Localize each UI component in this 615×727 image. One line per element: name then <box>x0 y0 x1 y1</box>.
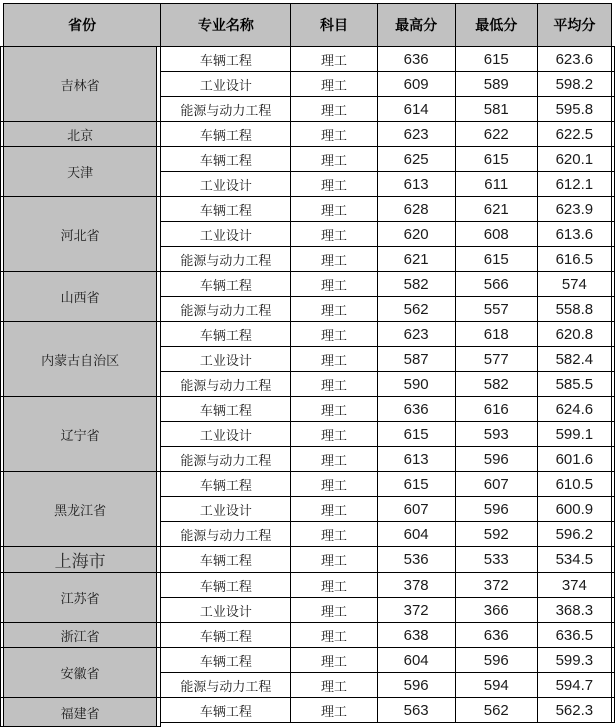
avg-score-cell: 601.6 <box>537 447 611 472</box>
major-cell: 车辆工程 <box>161 573 291 598</box>
max-score-cell: 636 <box>377 47 455 72</box>
province-cell: 天津 <box>4 147 157 197</box>
min-score-cell: 615 <box>455 47 537 72</box>
min-score-cell: 616 <box>455 397 537 422</box>
min-score-cell: 582 <box>455 372 537 397</box>
max-score-cell: 604 <box>377 648 455 673</box>
major-cell: 能源与动力工程 <box>161 372 291 397</box>
header-subject: 科目 <box>291 4 377 47</box>
subject-cell: 理工 <box>291 573 377 598</box>
max-score-cell: 613 <box>377 172 455 197</box>
subject-cell: 理工 <box>291 72 377 97</box>
table-row <box>1 47 615 72</box>
major-cell: 工业设计 <box>161 497 291 522</box>
min-score-cell: 596 <box>455 648 537 673</box>
max-score-cell: 620 <box>377 222 455 247</box>
gutter-right <box>611 598 614 623</box>
min-score-cell: 366 <box>455 598 537 623</box>
avg-score-cell: 636.5 <box>537 623 611 648</box>
major-cell: 车辆工程 <box>161 623 291 648</box>
table-row <box>1 623 615 648</box>
max-score-cell: 378 <box>377 573 455 598</box>
major-cell: 车辆工程 <box>161 698 291 723</box>
max-score-cell: 607 <box>377 497 455 522</box>
avg-score-cell: 613.6 <box>537 222 611 247</box>
major-cell: 车辆工程 <box>161 397 291 422</box>
gutter-right <box>611 497 614 522</box>
header-major: 专业名称 <box>161 4 291 47</box>
province-cell: 安徽省 <box>4 648 157 698</box>
gutter-right <box>611 322 614 347</box>
subject-cell: 理工 <box>291 447 377 472</box>
gutter-right <box>611 197 614 222</box>
avg-score-cell: 596.2 <box>537 522 611 547</box>
subject-cell: 理工 <box>291 598 377 623</box>
province-cell: 北京 <box>4 122 157 147</box>
gutter-right <box>611 723 614 727</box>
avg-score-cell: 574 <box>537 272 611 297</box>
subject-cell: 理工 <box>291 698 377 723</box>
table-row <box>1 648 615 673</box>
max-score-cell: 613 <box>377 447 455 472</box>
gutter-right <box>611 698 614 723</box>
min-score-cell: 611 <box>455 172 537 197</box>
min-score-cell: 592 <box>455 522 537 547</box>
gutter-right <box>611 222 614 247</box>
gutter-right <box>611 447 614 472</box>
min-score-cell: 577 <box>455 347 537 372</box>
subject-cell <box>291 723 377 727</box>
major-cell: 车辆工程 <box>161 147 291 172</box>
gutter-right <box>611 47 614 72</box>
table-row <box>1 147 615 172</box>
major-cell: 车辆工程 <box>161 648 291 673</box>
max-score-cell <box>377 723 455 727</box>
subject-cell: 理工 <box>291 673 377 698</box>
table-row <box>1 122 615 147</box>
min-score-cell: 566 <box>455 272 537 297</box>
max-score-cell: 587 <box>377 347 455 372</box>
min-score-cell: 607 <box>455 472 537 497</box>
subject-cell: 理工 <box>291 297 377 322</box>
table-row <box>1 272 615 297</box>
avg-score-cell: 558.8 <box>537 297 611 322</box>
major-cell: 能源与动力工程 <box>161 297 291 322</box>
subject-cell: 理工 <box>291 47 377 72</box>
major-cell: 能源与动力工程 <box>161 673 291 698</box>
min-score-cell: 636 <box>455 623 537 648</box>
header-province: 省份 <box>4 4 161 47</box>
avg-score-cell: 612.1 <box>537 172 611 197</box>
avg-score-cell: 374 <box>537 573 611 598</box>
province-cell: 福建省 <box>4 698 157 727</box>
avg-score-cell: 610.5 <box>537 472 611 497</box>
header-min-score: 最低分 <box>455 4 537 47</box>
major-cell: 工业设计 <box>161 172 291 197</box>
min-score-cell: 622 <box>455 122 537 147</box>
gutter-right <box>611 422 614 447</box>
province-cell: 山西省 <box>4 272 157 322</box>
subject-cell: 理工 <box>291 272 377 297</box>
avg-score-cell: 595.8 <box>537 97 611 122</box>
subject-cell: 理工 <box>291 322 377 347</box>
table-row <box>1 472 615 497</box>
subject-cell: 理工 <box>291 97 377 122</box>
max-score-cell: 621 <box>377 247 455 272</box>
gutter-right <box>611 122 614 147</box>
major-cell: 车辆工程 <box>161 472 291 497</box>
subject-cell: 理工 <box>291 247 377 272</box>
max-score-cell: 615 <box>377 472 455 497</box>
subject-cell: 理工 <box>291 522 377 547</box>
max-score-cell: 609 <box>377 72 455 97</box>
avg-score-cell: 599.3 <box>537 648 611 673</box>
gutter-right <box>611 272 614 297</box>
gutter-right <box>611 247 614 272</box>
subject-cell: 理工 <box>291 648 377 673</box>
max-score-cell: 372 <box>377 598 455 623</box>
major-cell: 车辆工程 <box>161 47 291 72</box>
avg-score-cell: 616.5 <box>537 247 611 272</box>
avg-score-cell: 599.1 <box>537 422 611 447</box>
min-score-cell: 608 <box>455 222 537 247</box>
gutter-right <box>611 673 614 698</box>
subject-cell: 理工 <box>291 147 377 172</box>
subject-cell: 理工 <box>291 197 377 222</box>
gutter-right <box>611 147 614 172</box>
subject-cell: 理工 <box>291 172 377 197</box>
table-row <box>1 397 615 422</box>
gutter-right <box>611 347 614 372</box>
avg-score-cell: 368.3 <box>537 598 611 623</box>
major-cell: 车辆工程 <box>161 322 291 347</box>
table-row <box>1 322 615 347</box>
max-score-cell: 563 <box>377 698 455 723</box>
avg-score-cell: 534.5 <box>537 547 611 573</box>
max-score-cell: 623 <box>377 122 455 147</box>
table-row <box>1 547 615 573</box>
max-score-cell: 604 <box>377 522 455 547</box>
major-cell: 能源与动力工程 <box>161 247 291 272</box>
header-avg-score: 平均分 <box>537 4 611 47</box>
min-score-cell: 372 <box>455 573 537 598</box>
min-score-cell: 581 <box>455 97 537 122</box>
min-score-cell: 593 <box>455 422 537 447</box>
max-score-cell: 536 <box>377 547 455 573</box>
subject-cell: 理工 <box>291 122 377 147</box>
avg-score-cell: 623.9 <box>537 197 611 222</box>
min-score-cell: 615 <box>455 147 537 172</box>
avg-score-cell: 620.8 <box>537 322 611 347</box>
avg-score-cell: 594.7 <box>537 673 611 698</box>
max-score-cell: 625 <box>377 147 455 172</box>
avg-score-cell <box>537 723 611 727</box>
gutter-right <box>611 72 614 97</box>
major-cell: 能源与动力工程 <box>161 522 291 547</box>
min-score-cell: 533 <box>455 547 537 573</box>
max-score-cell: 596 <box>377 673 455 698</box>
major-cell: 车辆工程 <box>161 272 291 297</box>
avg-score-cell: 582.4 <box>537 347 611 372</box>
major-cell: 工业设计 <box>161 347 291 372</box>
max-score-cell: 582 <box>377 272 455 297</box>
gutter-right <box>611 573 614 598</box>
max-score-cell: 623 <box>377 322 455 347</box>
table-row <box>1 197 615 222</box>
gutter-right <box>611 472 614 497</box>
gutter-right <box>611 97 614 122</box>
gutter-right <box>611 648 614 673</box>
subject-cell: 理工 <box>291 623 377 648</box>
header-row <box>1 4 615 47</box>
min-score-cell: 615 <box>455 247 537 272</box>
avg-score-cell: 620.1 <box>537 147 611 172</box>
min-score-cell: 557 <box>455 297 537 322</box>
province-cell: 浙江省 <box>4 623 157 648</box>
max-score-cell: 615 <box>377 422 455 447</box>
major-cell: 工业设计 <box>161 598 291 623</box>
subject-cell: 理工 <box>291 472 377 497</box>
max-score-cell: 614 <box>377 97 455 122</box>
major-cell: 工业设计 <box>161 72 291 97</box>
avg-score-cell: 598.2 <box>537 72 611 97</box>
major-cell <box>161 723 291 727</box>
gutter-right <box>611 623 614 648</box>
min-score-cell: 621 <box>455 197 537 222</box>
gutter-right <box>611 4 614 47</box>
admission-scores-table <box>0 3 615 727</box>
min-score-cell: 594 <box>455 673 537 698</box>
avg-score-cell: 623.6 <box>537 47 611 72</box>
subject-cell: 理工 <box>291 547 377 573</box>
min-score-cell: 596 <box>455 497 537 522</box>
table-row <box>1 573 615 598</box>
min-score-cell: 596 <box>455 447 537 472</box>
major-cell: 能源与动力工程 <box>161 97 291 122</box>
subject-cell: 理工 <box>291 222 377 247</box>
min-score-cell <box>455 723 537 727</box>
max-score-cell: 638 <box>377 623 455 648</box>
avg-score-cell: 585.5 <box>537 372 611 397</box>
major-cell: 工业设计 <box>161 222 291 247</box>
max-score-cell: 636 <box>377 397 455 422</box>
province-cell: 内蒙古自治区 <box>4 322 157 397</box>
province-cell: 上海市 <box>4 547 157 573</box>
subject-cell: 理工 <box>291 422 377 447</box>
province-cell: 吉林省 <box>4 47 157 122</box>
major-cell: 能源与动力工程 <box>161 447 291 472</box>
gutter-right <box>611 547 614 573</box>
min-score-cell: 618 <box>455 322 537 347</box>
avg-score-cell: 600.9 <box>537 497 611 522</box>
max-score-cell: 590 <box>377 372 455 397</box>
gutter-right <box>611 372 614 397</box>
max-score-cell: 628 <box>377 197 455 222</box>
province-cell: 河北省 <box>4 197 157 272</box>
min-score-cell: 562 <box>455 698 537 723</box>
major-cell: 工业设计 <box>161 422 291 447</box>
major-cell: 车辆工程 <box>161 122 291 147</box>
gutter-right <box>611 397 614 422</box>
gutter-right <box>611 172 614 197</box>
avg-score-cell: 622.5 <box>537 122 611 147</box>
province-cell: 辽宁省 <box>4 397 157 472</box>
subject-cell: 理工 <box>291 372 377 397</box>
table-row <box>1 698 615 723</box>
avg-score-cell: 624.6 <box>537 397 611 422</box>
gutter-right <box>611 297 614 322</box>
gutter-right <box>611 522 614 547</box>
subject-cell: 理工 <box>291 397 377 422</box>
subject-cell: 理工 <box>291 497 377 522</box>
major-cell: 车辆工程 <box>161 547 291 573</box>
major-cell: 车辆工程 <box>161 197 291 222</box>
subject-cell: 理工 <box>291 347 377 372</box>
province-cell: 江苏省 <box>4 573 157 623</box>
header-max-score: 最高分 <box>377 4 455 47</box>
min-score-cell: 589 <box>455 72 537 97</box>
max-score-cell: 562 <box>377 297 455 322</box>
avg-score-cell: 562.3 <box>537 698 611 723</box>
province-cell: 黑龙江省 <box>4 472 157 547</box>
